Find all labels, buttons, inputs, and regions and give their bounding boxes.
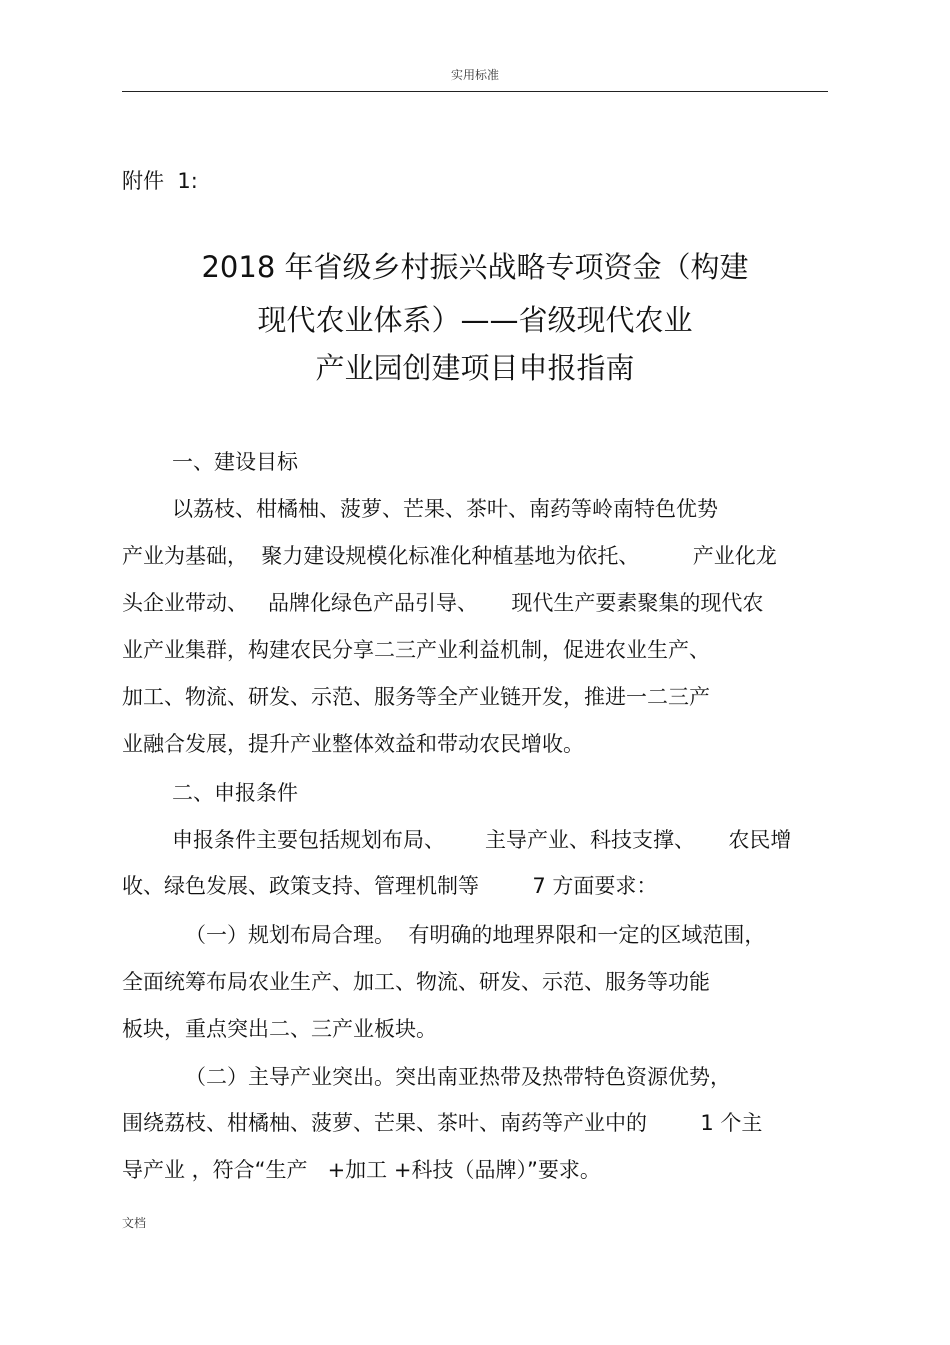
- attachment-label: 附件 1:: [122, 169, 198, 193]
- paragraph-line: 板块，重点突出二、三产业板块。: [122, 1017, 437, 1041]
- paragraph-line: 产业为基础， 聚力建设规模化标准化种植基地为依托、 产业化龙: [122, 544, 777, 568]
- header-divider: [122, 91, 828, 92]
- page-header: 实用标准: [450, 68, 499, 82]
- paragraph-line: 业产业集群，构建农民分享二三产业利益机制，促进农业生产、: [122, 638, 710, 662]
- page-footer: 文档: [122, 1216, 147, 1230]
- paragraph-line: 加工、物流、研发、示范、服务等全产业链开发，推进一二三产: [122, 685, 710, 709]
- title-line-2: 现代农业体系）——省级现代农业: [257, 303, 693, 337]
- list-item-layout: （一）规划布局合理。 有明确的地理界限和一定的区域范围，: [185, 923, 766, 947]
- paragraph-line: 围绕荔枝、柑橘柚、菠萝、芒果、茶叶、南药等产业中的 1 个主: [122, 1111, 763, 1135]
- paragraph-line: 收、绿色发展、政策支持、管理机制等 7 方面要求：: [122, 874, 658, 898]
- paragraph-line: 导产业 ，符合“生产 +加工 +科技（品牌）”要求。: [122, 1158, 601, 1182]
- section-heading-conditions: 二、申报条件: [172, 781, 298, 805]
- paragraph-line: 申报条件主要包括规划布局、 主导产业、科技支撑、 农民增: [172, 828, 792, 852]
- paragraph-line: 以荔枝、柑橘柚、菠萝、芒果、茶叶、南药等岭南特色优势: [172, 497, 718, 521]
- title-line-1: 2018 年省级乡村振兴战略专项资金（构建: [201, 250, 749, 284]
- title-line-3: 产业园创建项目申报指南: [315, 351, 635, 385]
- paragraph-line: 头企业带动、 品牌化绿色产品引导、 现代生产要素聚集的现代农: [122, 591, 764, 615]
- section-heading-goals: 一、建设目标: [172, 450, 298, 474]
- paragraph-line: 全面统筹布局农业生产、加工、物流、研发、示范、服务等功能: [122, 970, 710, 994]
- list-item-industry: （二）主导产业突出。突出南亚热带及热带特色资源优势，: [185, 1065, 731, 1089]
- paragraph-line: 业融合发展，提升产业整体效益和带动农民增收。: [122, 732, 584, 756]
